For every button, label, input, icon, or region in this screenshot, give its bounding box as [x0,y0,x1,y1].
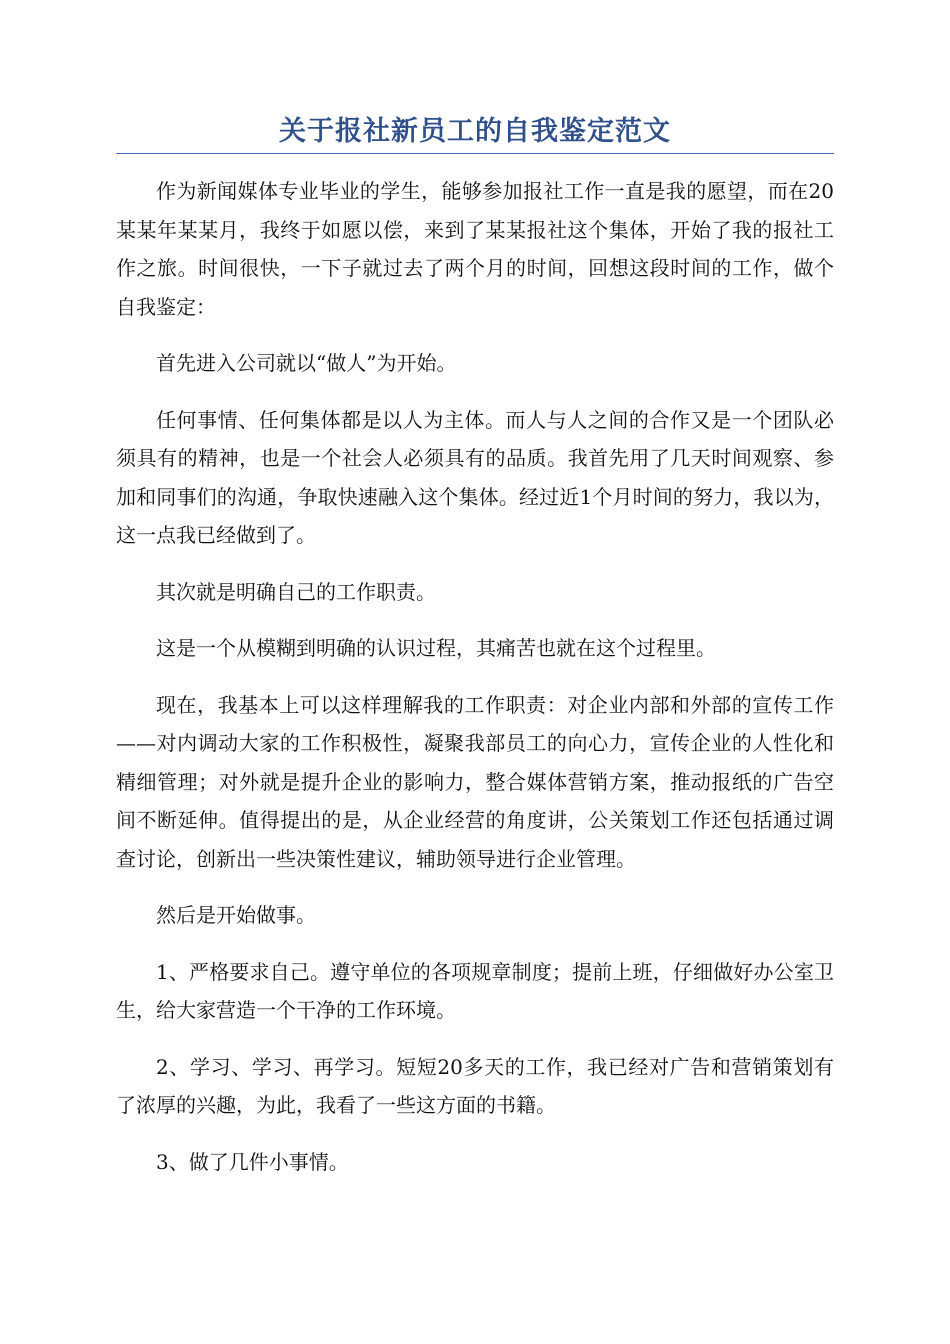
document-title: 关于报社新员工的自我鉴定范文 [279,116,671,147]
list-item-2: 2、学习、学习、再学习。短短20多天的工作，我已经对广告和营销策划有了浓厚的兴趣，为此，我看了一些这方面的书籍。 [116,1054,834,1117]
paragraph-heading-3: 然后是开始做事。 [156,903,316,927]
paragraph-heading-1: 首先进入公司就以“做人”为开始。 [156,351,457,375]
list-item-1: 1、严格要求自己。遵守单位的各项规章制度；提前上班，仔细做好办公室卫生，给大家营造一个干净的工作环境。 [116,959,834,1022]
document-body [116,172,834,1199]
paragraph-intro: 作为新闻媒体专业毕业的学生，能够参加报社工作一直是我的愿望，而在20某某年某某月，我终于如愿以偿，来到了某某报社这个集体，开始了我的报社工作之旅。时间很快，一下子就过去了两个月的时间，回想这段时间的工作，做个自我鉴定： [116,179,834,319]
paragraph-understanding: 这是一个从模糊到明确的认识过程，其痛苦也就在这个过程里。 [156,636,716,660]
paragraph-responsibilities: 现在，我基本上可以这样理解我的工作职责：对企业内部和外部的宣传工作——对内调动大家的工作积极性，凝聚我部员工的向心力，宣传企业的人性化和精细管理；对外就是提升企业的影响力，整合媒体营销方案，推动报纸的广告空间不断延伸。值得提出的是，从企业经营的角度讲，公关策划工作还包括通过调查讨论，创新出一些决策性建议，辅助领导进行企业管理。 [116,692,834,871]
paragraph-teamwork: 任何事情、任何集体都是以人为主体。而人与人之间的合作又是一个团队必须具有的精神，也是一个社会人必须具有的品质。我首先用了几天时间观察、参加和同事们的沟通，争取快速融入这个集体。经过近1个月时间的努力，我以为，这一点我已经做到了。 [116,407,834,547]
paragraph-heading-2: 其次就是明确自己的工作职责。 [156,579,436,604]
title-underline [116,153,834,154]
list-item-3: 3、做了几件小事情。 [156,1149,349,1174]
